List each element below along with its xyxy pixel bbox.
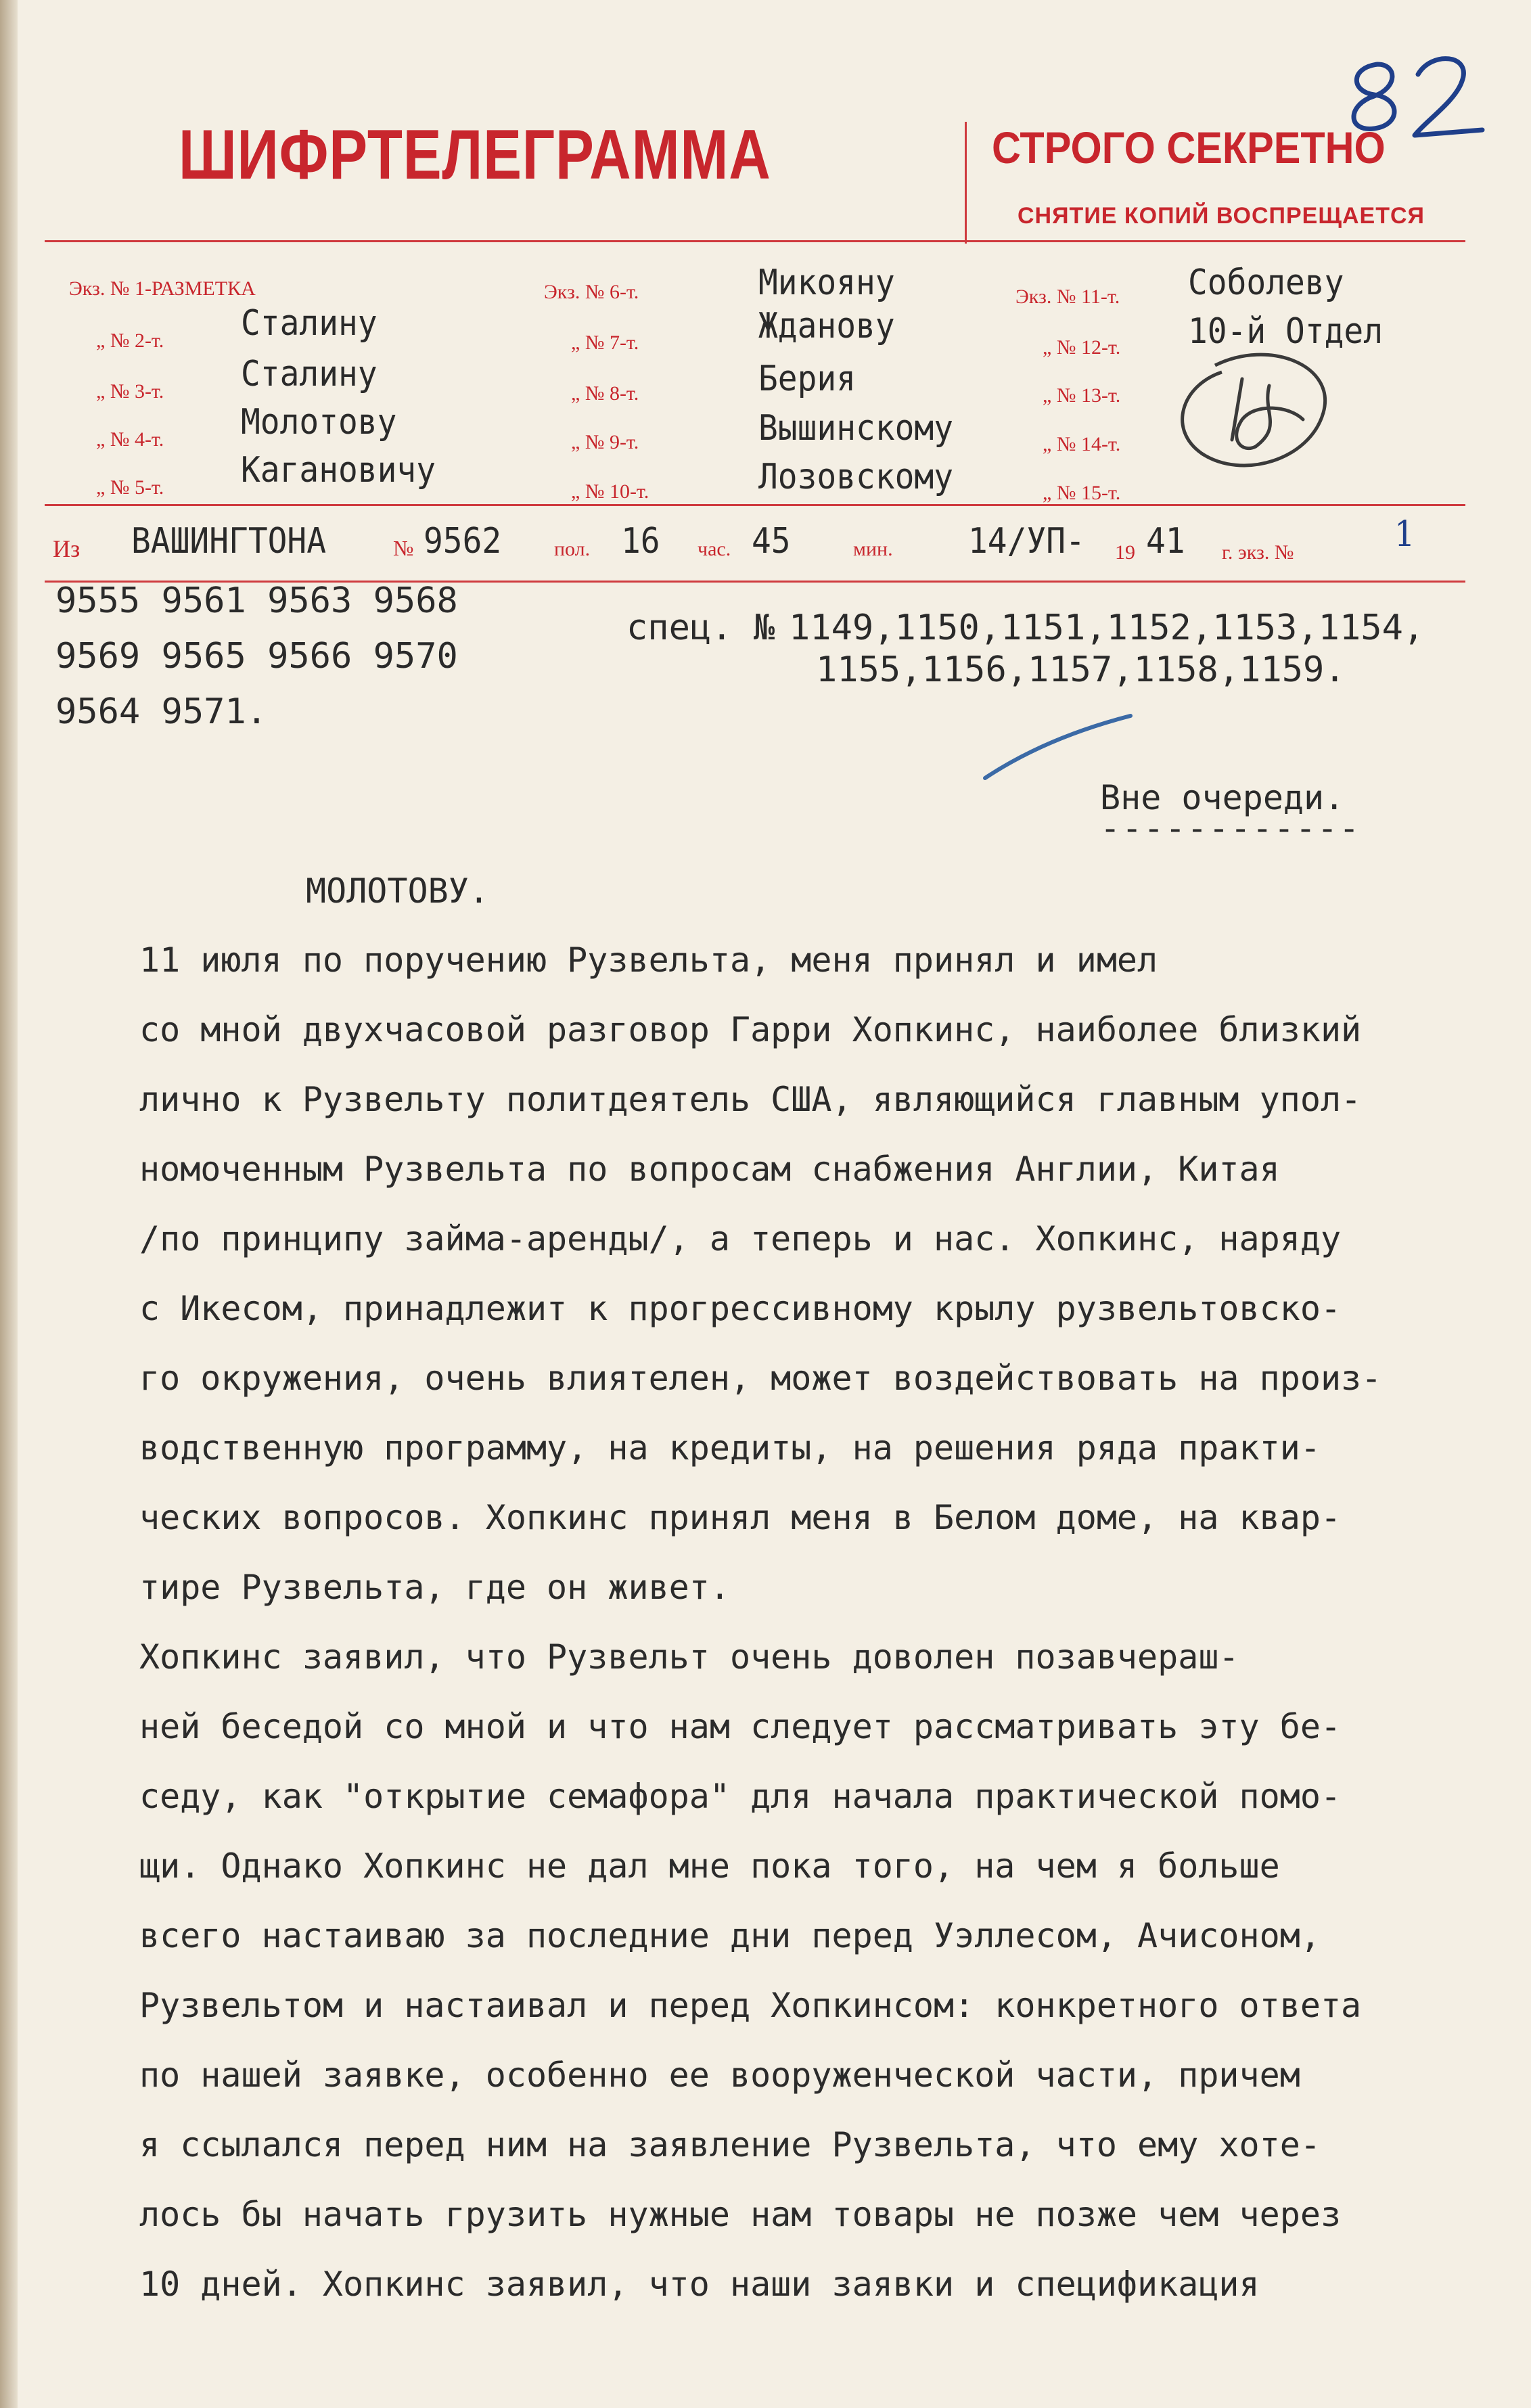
number-value: 9562 [424, 521, 502, 562]
dist-value-6: Микояну [758, 263, 895, 303]
dist-value-4: Молотову [241, 402, 397, 442]
spec-label: спец. № [626, 608, 775, 648]
dist-value-3: Сталину [241, 354, 378, 394]
number-label: № [393, 536, 414, 560]
dist-value-10: Лозовскому [758, 457, 954, 497]
form-rule-top [45, 240, 1465, 242]
dist-label-9: „ № 9-т. [571, 431, 639, 453]
body-line: седу, как "открытие семафора" для начала практической помо- [139, 1777, 1342, 1816]
copy-notice: СНЯТИЕ КОПИЙ ВОСПРЕЩАЕТСЯ [1018, 203, 1425, 229]
dist-label-15: „ № 15-т. [1043, 482, 1121, 504]
body-line: 11 июля по поручению Рузвельта, меня принял и имел [139, 940, 1158, 980]
received-label: пол. [554, 538, 591, 560]
dist-label-4: „ № 4-т. [96, 428, 164, 451]
body-line: я ссылался перед ним на заявление Рузвельта, что ему хоте- [139, 2125, 1321, 2164]
dist-label-11: Экз. № 11-т. [1015, 286, 1120, 308]
classification-stamp: СТРОГО СЕКРЕТНО [992, 122, 1386, 173]
body-line: Рузвельтом и настаивал и перед Хопкинсом: конкретного ответа [139, 1986, 1362, 2025]
body-line: лось бы начать грузить нужные нам товары не позже чем через [139, 2195, 1342, 2234]
spec-line-1: 1149,1150,1151,1152,1153,1154, [789, 608, 1425, 648]
dist-label-13: „ № 13-т. [1043, 384, 1121, 407]
body-line: со мной двухчасовой разговор Гарри Хопкинс, наиболее близкий [139, 1010, 1362, 1049]
dist-value-8: Берия [758, 359, 856, 399]
body-line: с Икесом, принадлежит к прогрессивному крылу рузвельтовско- [139, 1289, 1342, 1328]
minute-label: мин. [853, 538, 893, 560]
body-line: го окружения, очень влиятелен, может воздействовать на произ- [139, 1359, 1382, 1398]
binding-edge [0, 0, 18, 2408]
dist-label-8: „ № 8-т. [571, 382, 639, 405]
dist-label-2: „ № 2-т. [96, 330, 164, 352]
from-value: ВАШИНГТОНА [131, 521, 327, 562]
minute-value: 45 [752, 521, 791, 562]
dist-value-2: Сталину [241, 303, 378, 344]
body-line: Хопкинс заявил, что Рузвельт очень доволен позавчераш- [139, 1637, 1239, 1677]
body-line: 10 дней. Хопкинс заявил, что наши заявки и спецификация [139, 2265, 1260, 2304]
body-line: всего настаиваю за последние дни перед Уэллесом, Ачисоном, [139, 1916, 1321, 1955]
addressee: МОЛОТОВУ. [306, 871, 489, 911]
priority-underline: ------------ [1100, 809, 1361, 848]
dist-value-5: Кагановичу [241, 450, 436, 491]
handwritten-circled-mark [1168, 338, 1344, 487]
body-line: номоченным Рузвельта по вопросам снабжения Англии, Китая [139, 1150, 1280, 1189]
dist-label-5: „ № 5-т. [96, 476, 164, 499]
from-label: Из [53, 535, 81, 562]
date-value: 14/УП- [968, 521, 1085, 562]
form-rule-dist [45, 504, 1465, 506]
body-line: водственную программу, на кредиты, на решения ряда практи- [139, 1428, 1321, 1468]
body-line: /по принципу займа-аренды/, а теперь и нас. Хопкинс, наряду [139, 1219, 1342, 1258]
body-line: по нашей заявке, особенно ее вооруженческой части, причем [139, 2055, 1300, 2095]
telegram-body [139, 940, 1513, 2304]
copy-number: 1 [1394, 514, 1415, 555]
dist-value-11: Соболеву [1188, 263, 1344, 303]
dist-label-6: Экз. № 6-т. [544, 281, 639, 303]
spec-line-2: 1155,1156,1157,1158,1159. [816, 650, 1346, 690]
telegram-page [18, 0, 1531, 2408]
dist-label-1: Экз. № 1-РАЗМЕТКА [69, 277, 256, 300]
ref-line-2: 9569 9565 9566 9570 [55, 636, 458, 677]
dist-label-3: „ № 3-т. [96, 380, 164, 403]
body-line: тире Рузвельта, где он живет. [139, 1568, 730, 1607]
ref-line-3: 9564 9571. [55, 691, 268, 732]
priority-mark: Вне очереди. [1100, 778, 1345, 817]
body-line: лично к Рузвельту политдеятель США, являющийся главным упол- [139, 1080, 1362, 1119]
dist-label-12: „ № 12-т. [1043, 336, 1121, 359]
dist-value-7: Жданову [758, 306, 895, 346]
year-value: 41 [1146, 521, 1185, 562]
dist-label-10: „ № 10-т. [571, 480, 649, 503]
hour-label: час. [698, 538, 731, 560]
body-line: ческих вопросов. Хопкинс принял меня в Белом доме, на квар- [139, 1498, 1342, 1537]
dist-label-7: „ № 7-т. [571, 332, 639, 354]
ref-line-1: 9555 9561 9563 9568 [55, 581, 458, 621]
dist-label-14: „ № 14-т. [1043, 433, 1121, 455]
dist-value-9: Вышинскому [758, 408, 954, 449]
document-title: ШИФРТЕЛЕГРАММА [179, 116, 771, 194]
form-vertical-rule [965, 122, 967, 244]
dist-value-12: 10-й Отдел [1188, 311, 1384, 352]
hour-value: 16 [621, 521, 660, 562]
body-line: ней беседой со мной и что нам следует рассматривать эту бе- [139, 1707, 1342, 1746]
year-label: г. экз. № [1222, 541, 1294, 564]
year-prefix: 19 [1115, 541, 1135, 564]
body-line: щи. Однако Хопкинс не дал мне пока того, на чем я больше [139, 1846, 1280, 1886]
